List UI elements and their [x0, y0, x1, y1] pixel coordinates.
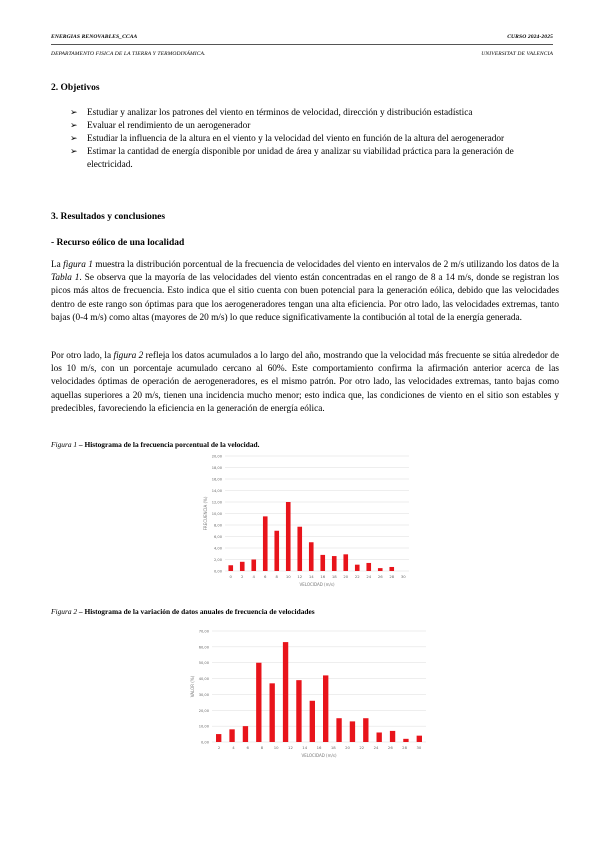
- x-tick-label: 6: [246, 745, 249, 750]
- figure-1-caption: [51, 440, 260, 449]
- x-tick-label: 6: [264, 574, 267, 579]
- bar: [332, 556, 337, 571]
- x-tick-label: 2: [241, 574, 244, 579]
- x-tick-label: 28: [389, 574, 395, 579]
- figure-1-chart: [195, 450, 415, 595]
- bar: [366, 563, 371, 571]
- y-tick-label: 40,00: [198, 677, 209, 682]
- text-run: . Se observa que la mayoría de las velocidades del viento están concentradas en el rango de 8 a 14 m/s, donde se registran los picos más altos de frecuencia. Esto indica que el sitio cuenta con buen potencial para la generación eólica, debido que las velocidades dentro de este rango son óptimas para que los aerogeneradores tengan una alta eficiencia. Por otro lado, las velocidades extremas, tanto bajas (0-4 m/s) como altas (mayores de 20 m/s) lo que reduce significativamente la contibución al total de la energía generada.: [51, 273, 559, 323]
- bar: [320, 555, 325, 571]
- x-tick-label: 0: [229, 574, 232, 579]
- bar: [355, 565, 360, 571]
- text-run: refleja los datos acumulados a lo largo del año, mostrando que la velocidad más frecuente se sitúa alrededor de los 10 m/s, con un porcentaje acumulado cercano al 60%. Este comportamiento confirma la afirmación anterior acerca de las velocidades óptimas de operación de aerogeneradores, es el mismo patrón. Por otro lado, las velocidades extremas, tanto bajas como aquellas superiores a 20 m/s, tienen una incidencia mucho menor; esto indica que, las condiciones de viento en el sitio son estables y predecibles, favoreciendo la eficiencia en la generación de energía eólica.: [51, 351, 559, 414]
- y-tick-label: 4,00: [213, 546, 222, 551]
- x-tick-label: 26: [387, 745, 393, 750]
- table-reference: Tabla 1: [51, 273, 80, 284]
- figure-reference: figura 2: [113, 351, 144, 361]
- objetivos-list: [70, 107, 550, 172]
- y-tick-label: 12,00: [211, 500, 222, 505]
- y-tick-label: 0,00: [200, 740, 209, 745]
- x-tick-label: 18: [330, 745, 336, 750]
- section-title-objetivos: 2. Objetivos: [51, 83, 100, 93]
- y-tick-label: 16,00: [211, 477, 222, 482]
- bar: [270, 683, 275, 742]
- x-tick-label: 22: [359, 745, 365, 750]
- bar: [417, 736, 422, 742]
- bar: [296, 680, 301, 742]
- figure-reference: figura 1: [63, 260, 93, 270]
- bar: [363, 718, 368, 742]
- bar: [286, 502, 291, 571]
- objetivo-item: ➢ Estimar la cantidad de energía disponible por unidad de área y analizar su viabilidad práctica para la generación de electricidad.: [70, 146, 550, 172]
- university-name: UNIVERSITAT DE VALENCIA: [481, 51, 553, 57]
- y-tick-label: 60,00: [198, 645, 209, 650]
- y-axis-label: VALOR (%): [190, 675, 195, 698]
- paragraph-1: [51, 259, 559, 325]
- bar: [343, 554, 348, 571]
- y-tick-label: 2,00: [213, 558, 222, 562]
- y-tick-label: 10,00: [211, 512, 222, 516]
- x-tick-label: 12: [288, 745, 293, 750]
- x-tick-label: 28: [402, 745, 408, 750]
- x-tick-label: 26: [377, 574, 383, 579]
- bar: [350, 721, 355, 742]
- bar: [274, 531, 279, 571]
- y-tick-label: 70,00: [198, 629, 209, 634]
- x-tick-label: 10: [273, 745, 279, 750]
- x-tick-label: 20: [345, 745, 350, 750]
- caption-label: Figura 2: [51, 607, 78, 616]
- figure-2-chart: [180, 624, 430, 764]
- x-tick-label: 24: [373, 745, 379, 750]
- objetivo-item: ➢ Evaluar el rendimiento de un aerogenerador: [70, 120, 550, 133]
- bar: [256, 663, 261, 742]
- bar: [389, 567, 394, 571]
- section-title-resultados: 3. Resultados y conclusiones: [51, 212, 166, 222]
- bar: [403, 739, 408, 742]
- y-tick-label: 0,00: [213, 569, 222, 574]
- y-tick-label: 18,00: [211, 466, 222, 470]
- bar: [283, 642, 288, 742]
- caption-text: – Histograma de la variación de datos anuales de frecuencia de velocidades: [77, 607, 315, 616]
- y-tick-label: 14,00: [211, 489, 222, 493]
- bar: [251, 560, 256, 572]
- x-tick-label: 4: [252, 574, 255, 579]
- bar: [297, 527, 302, 571]
- x-tick-label: 14: [308, 574, 314, 579]
- department-name: DEPARTAMENTO FISICA DE LA TIERRA Y TERMODINÁMICA.: [51, 51, 206, 57]
- objetivo-item: ➢ Estudiar y analizar los patrones del viento en términos de velocidad, dirección y distribución estadística: [70, 107, 550, 120]
- x-tick-label: 30: [400, 574, 406, 579]
- bar: [216, 734, 221, 742]
- x-tick-label: 30: [416, 745, 422, 750]
- caption-text: – Histograma de la frecuencia porcentual de la velocidad.: [77, 440, 260, 449]
- x-tick-label: 12: [297, 574, 303, 579]
- y-tick-label: 30,00: [198, 692, 209, 697]
- y-tick-label: 10,00: [198, 724, 209, 729]
- bar: [378, 568, 383, 571]
- text-run: Por otro lado, la: [51, 351, 114, 361]
- bar: [336, 718, 341, 742]
- objetivo-item: ➢ Estudiar la influencia de la altura en el viento y la velocidad del viento en función de la altura del aerogenerador: [70, 133, 550, 146]
- y-tick-label: 20,00: [198, 708, 209, 713]
- x-tick-label: 20: [343, 574, 349, 579]
- bar: [263, 516, 268, 571]
- bar: [309, 542, 314, 571]
- figure-2-caption: [51, 607, 315, 616]
- x-axis-label: VELOCIDAD (m/s): [299, 582, 335, 587]
- subsection-title-recurso: - Recurso eólico de una localidad: [51, 238, 185, 248]
- x-tick-label: 8: [260, 745, 264, 750]
- x-tick-label: 4: [232, 745, 235, 750]
- bar: [390, 731, 395, 742]
- bar: [310, 701, 315, 742]
- x-tick-label: 16: [320, 574, 326, 579]
- y-axis-label: FRECUENCIA (%): [203, 496, 208, 531]
- x-tick-label: 10: [285, 574, 291, 579]
- x-axis-label: VELOCIDAD (m/s): [301, 753, 337, 758]
- y-tick-label: 8,00: [213, 523, 222, 528]
- text-run: muestra la distribución porcentual de la frecuencia de velocidades del viento en intervalos de 2 m/s utilizando los datos de la: [92, 260, 560, 270]
- y-tick-label: 50,00: [198, 661, 209, 666]
- y-tick-label: 20,00: [211, 454, 222, 459]
- x-tick-label: 24: [366, 574, 372, 579]
- bar: [243, 726, 248, 742]
- y-tick-label: 6,00: [213, 535, 222, 539]
- x-tick-label: 8: [275, 574, 278, 579]
- course-name: ENERGIAS RENOVABLES_CCAA: [51, 34, 138, 40]
- text-run: La: [51, 260, 64, 270]
- caption-label: Figura 1: [51, 440, 78, 449]
- x-tick-label: 18: [331, 574, 337, 579]
- header-divider: [51, 44, 553, 45]
- bar: [377, 732, 382, 742]
- bar: [323, 675, 328, 742]
- x-tick-label: 22: [354, 574, 360, 579]
- x-tick-label: 2: [217, 745, 221, 750]
- course-year: CURSO 2024-2025: [507, 34, 553, 40]
- bar: [229, 729, 234, 742]
- bar: [240, 562, 245, 571]
- x-tick-label: 16: [316, 745, 322, 750]
- x-tick-label: 14: [302, 745, 308, 750]
- bar: [228, 565, 233, 571]
- paragraph-2: [51, 350, 559, 416]
